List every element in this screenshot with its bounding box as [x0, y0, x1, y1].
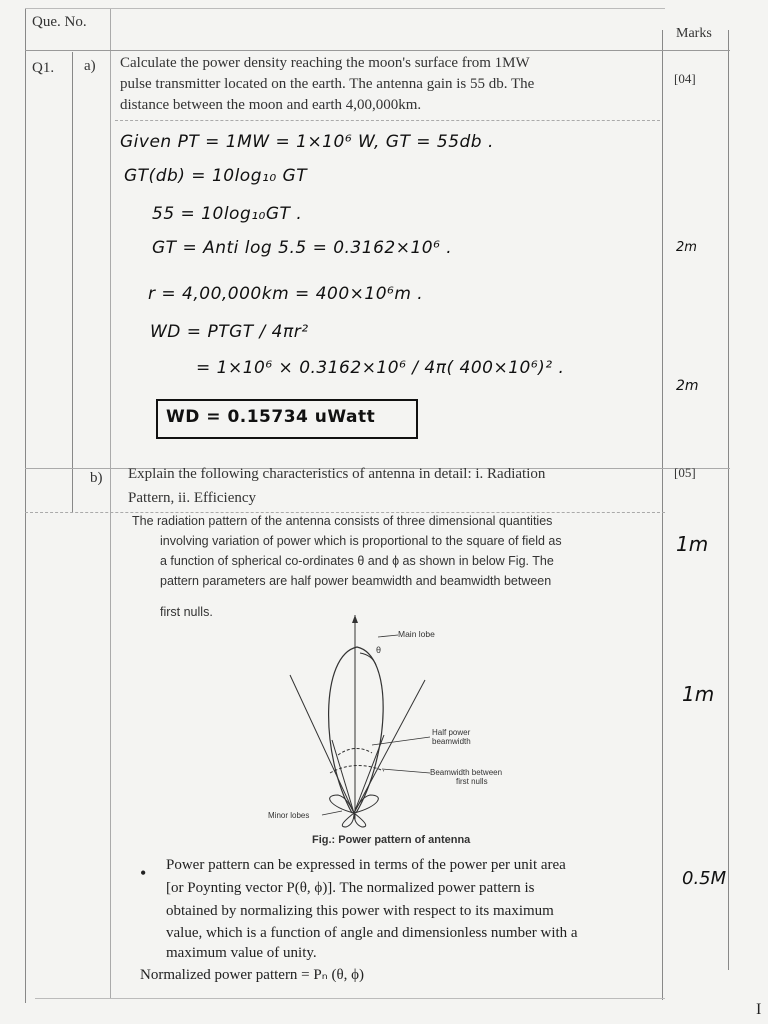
bullet-line-2: [or Poynting vector P(θ, ϕ)]. The normalized power pattern is [166, 880, 535, 896]
answer-line-5: first nulls. [160, 605, 213, 619]
header-top-line [25, 8, 665, 9]
part-a-question-line-3: distance between the moon and earth 4,00,000km. [120, 97, 422, 113]
que-no-header: Que. No. [32, 14, 87, 30]
part-a-margin-mark-1: 2m [676, 240, 697, 255]
figure-label-main-lobe: Main lobe [398, 629, 435, 639]
part-b-marks: [05] [674, 465, 696, 480]
bullet-line-4: value, which is a function of angle and dimensionless number with a [166, 925, 578, 941]
answer-line-2: involving variation of power which is proportional to the square of field as [160, 534, 562, 548]
power-pattern-figure [260, 615, 550, 850]
figure-label-half-power-2: beamwidth [432, 737, 471, 746]
part-a-question-line-1: Calculate the power density reaching the moon's surface from 1MW [120, 55, 530, 71]
row-a-question-divider [115, 120, 660, 121]
normalized-power-pattern: Normalized power pattern = Pₙ (θ, ϕ) [140, 967, 365, 983]
solution-final-answer: WD = 0.15734 uWatt [166, 407, 376, 427]
answer-line-1: The radiation pattern of the antenna consists of three dimensional quantities [132, 514, 553, 528]
solution-55db: 55 = 10log₁₀GT . [152, 204, 303, 224]
solution-antilog: GT = Anti log 5.5 = 0.3162×10⁶ . [152, 238, 453, 258]
part-b-margin-mark-3: 0.5M [682, 868, 727, 889]
bullet-dot: • [140, 863, 147, 883]
figure-label-bwfn-1: Beamwidth between [430, 768, 503, 777]
outer-left-border [25, 8, 26, 1003]
figure-caption: Fig.: Power pattern of antenna [312, 834, 471, 846]
qno-column-divider [72, 52, 73, 512]
solution-gain-db: GT(db) = 10log₁₀ GT [124, 166, 308, 186]
part-a-question-line-2: pulse transmitter located on the earth. The antenna gain is 55 db. The [120, 76, 535, 92]
figure-label-bwfn-2: first nulls [456, 777, 488, 786]
marks-header: Marks [676, 26, 712, 41]
bullet-line-5: maximum value of unity. [166, 945, 317, 961]
header-bottom-line [25, 50, 730, 51]
part-b-label: b) [90, 470, 103, 486]
marks-column-divider [662, 30, 663, 1000]
figure-label-minor-lobes: Minor lobes [268, 811, 310, 820]
part-b-question-line-1: Explain the following characteristics of antenna in detail: i. Radiation [128, 466, 546, 482]
page-number-mark: I [756, 1001, 762, 1018]
part-b-question-line-2: Pattern, ii. Efficiency [128, 490, 257, 506]
part-a-margin-mark-2: 2m [676, 378, 699, 394]
part-b-margin-mark-2: 1m [682, 682, 715, 706]
solution-substitution: = 1×10⁶ × 0.3162×10⁶ / 4π( 400×10⁶)² . [196, 358, 565, 378]
figure-label-half-power-1: Half power [432, 728, 471, 737]
page-bottom-line [35, 998, 665, 999]
answer-line-3: a function of spherical co-ordinates θ and ϕ as shown in below Fig. The [160, 554, 554, 568]
question-number: Q1. [32, 60, 55, 76]
bullet-line-1: Power pattern can be expressed in terms of the power per unit area [166, 857, 566, 873]
figure-label-theta: θ [376, 645, 382, 655]
outer-right-border [728, 30, 729, 970]
answer-line-4: pattern parameters are half power beamwidth and beamwidth between [160, 574, 552, 588]
bullet-line-3: obtained by normalizing this power with respect to its maximum [166, 903, 554, 919]
part-a-label: a) [84, 58, 96, 74]
solution-formula: WD = PTGT / 4πr² [150, 322, 309, 342]
part-b-margin-mark-1: 1m [676, 532, 709, 556]
part-a-marks: [04] [674, 71, 696, 86]
solution-given: Given PT = 1MW = 1×10⁶ W, GT = 55db . [120, 132, 494, 152]
solution-distance: r = 4,00,000km = 400×10⁶m . [148, 284, 424, 304]
sub-column-divider [110, 8, 111, 998]
